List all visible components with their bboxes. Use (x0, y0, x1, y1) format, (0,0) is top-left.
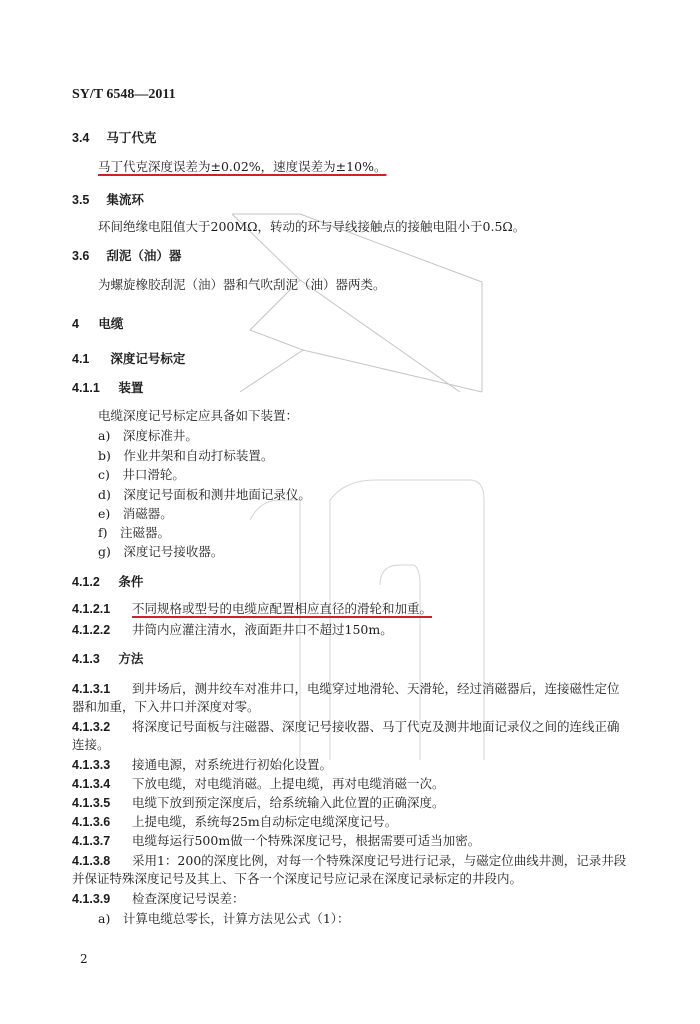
list-item: c) 井口滑轮。 (98, 467, 185, 482)
clause-number: 4.1.3.8 (72, 854, 111, 868)
section-title: 方法 (118, 651, 144, 666)
section-heading-3-6 (72, 248, 181, 264)
section-number: 4.1.2 (72, 575, 100, 589)
annotated-text: 马丁代克深度误差为±0.02%，速度误差为±10%。 (98, 159, 387, 174)
clause-text: 采用1：200的深度比例，对每一个特殊深度记号进行记录，与磁定位曲线井测，记录井段 (131, 853, 627, 868)
clause-text: 井筒内应灌注清水，液面距井口不超过150m。 (131, 622, 393, 637)
clause-continuation: 并保证特殊深度记号及其上、下各一个深度记号应记录在深度记录标定的井段内。 (72, 871, 523, 886)
clause-text: 到井场后，测井绞车对准井口，电缆穿过地滑轮、天滑轮，经过消磁器后，连接磁性定位 (131, 681, 620, 696)
section-title: 马丁代克 (106, 130, 157, 145)
section-heading-4-1-1 (72, 380, 143, 396)
section-number: 4.1.1 (72, 381, 100, 395)
paragraph-3-6: 为螺旋橡胶刮泥（油）器和气吹刮泥（油）器两类。 (98, 277, 386, 292)
list-item: b) 作业井架和自动打标装置。 (98, 448, 274, 463)
clause-text: 下放电缆，对电缆消磁。上提电缆，再对电缆消磁一次。 (131, 776, 445, 791)
paragraph-3-4 (98, 159, 386, 175)
section-heading-3-5 (72, 192, 144, 208)
list-item: g) 深度记号接收器。 (98, 544, 224, 559)
clause-4-1-3-4 (72, 776, 445, 792)
clause-text: 上提电缆，系统每25m自动标定电缆深度记号。 (131, 814, 398, 829)
clause-4-1-3-6 (72, 814, 397, 830)
clause-4-1-2-2 (72, 622, 393, 638)
paragraph-4-1-1: 电缆深度记号标定应具备如下装置： (98, 408, 299, 423)
list-item: f) 注磁器。 (98, 525, 171, 540)
section-heading-4-1 (72, 351, 185, 367)
list-item: d) 深度记号面板和测井地面记录仪。 (98, 487, 311, 502)
clause-number: 4.1.3.3 (72, 758, 111, 772)
section-heading-4-1-2 (72, 574, 143, 590)
document-code: SY/T 6548—2011 (72, 87, 176, 102)
clause-number: 4.1.3.2 (72, 720, 111, 734)
page-number: 2 (80, 952, 88, 966)
section-heading-4-1-3 (72, 651, 143, 667)
clause-number: 4.1.3.4 (72, 777, 111, 791)
clause-text: 电缆下放到预定深度后，给系统输入此位置的正确深度。 (131, 795, 445, 810)
section-title: 条件 (118, 574, 144, 589)
list-item: e) 消磁器。 (98, 506, 173, 521)
clause-continuation: 连接。 (72, 737, 110, 752)
section-number: 4.1 (72, 352, 90, 366)
section-number: 3.4 (72, 131, 90, 145)
clause-4-1-2-1 (72, 601, 432, 617)
list-item: a) 深度标准井。 (98, 428, 198, 443)
section-number: 4 (72, 317, 79, 331)
annotated-text: 不同规格或型号的电缆应配置相应直径的滑轮和加重。 (131, 601, 432, 616)
clause-number: 4.1.3.7 (72, 834, 111, 848)
paragraph-3-5: 环间绝缘电阻值大于200MΩ，转动的环与导线接触点的接触电阻小于0.5Ω。 (98, 219, 526, 234)
section-title: 装置 (118, 380, 144, 395)
clause-number: 4.1.3.5 (72, 796, 111, 810)
clause-4-1-3-9 (72, 891, 245, 907)
list-item: a) 计算电缆总零长，计算方法见公式（1）： (98, 911, 350, 926)
clause-4-1-3-1 (72, 681, 620, 697)
section-number: 3.5 (72, 193, 90, 207)
clause-4-1-3-8 (72, 853, 626, 869)
section-heading-3-4 (72, 130, 156, 146)
section-number: 4.1.3 (72, 652, 100, 666)
clause-number: 4.1.3.9 (72, 892, 111, 906)
clause-text: 接通电源，对系统进行初始化设置。 (131, 757, 332, 772)
bleed-through-outline (250, 480, 484, 760)
clause-text: 将深度记号面板与注磁器、深度记号接收器、马丁代克及测井地面记录仪之间的连线正确 (131, 719, 620, 734)
clause-4-1-3-5 (72, 795, 445, 811)
clause-4-1-3-7 (72, 833, 480, 849)
section-heading-4 (72, 316, 123, 332)
section-number: 3.6 (72, 249, 90, 263)
clause-4-1-3-2 (72, 719, 620, 735)
clause-text: 检查深度记号误差： (131, 891, 245, 906)
section-title: 深度记号标定 (110, 351, 186, 366)
clause-number: 4.1.3.1 (72, 682, 111, 696)
section-title: 刮泥（油）器 (106, 248, 182, 263)
clause-4-1-3-3 (72, 757, 332, 773)
section-title: 集流环 (106, 192, 144, 207)
clause-number: 4.1.3.6 (72, 815, 111, 829)
section-title: 电缆 (98, 316, 124, 331)
clause-continuation: 器和加重，下入井口并深度对零。 (72, 699, 260, 714)
bleed-through-arrow (232, 214, 482, 392)
clause-number: 4.1.2.1 (72, 602, 111, 616)
clause-number: 4.1.2.2 (72, 623, 111, 637)
clause-text: 电缆每运行500m做一个特殊深度记号，根据需要可适当加密。 (131, 833, 481, 848)
